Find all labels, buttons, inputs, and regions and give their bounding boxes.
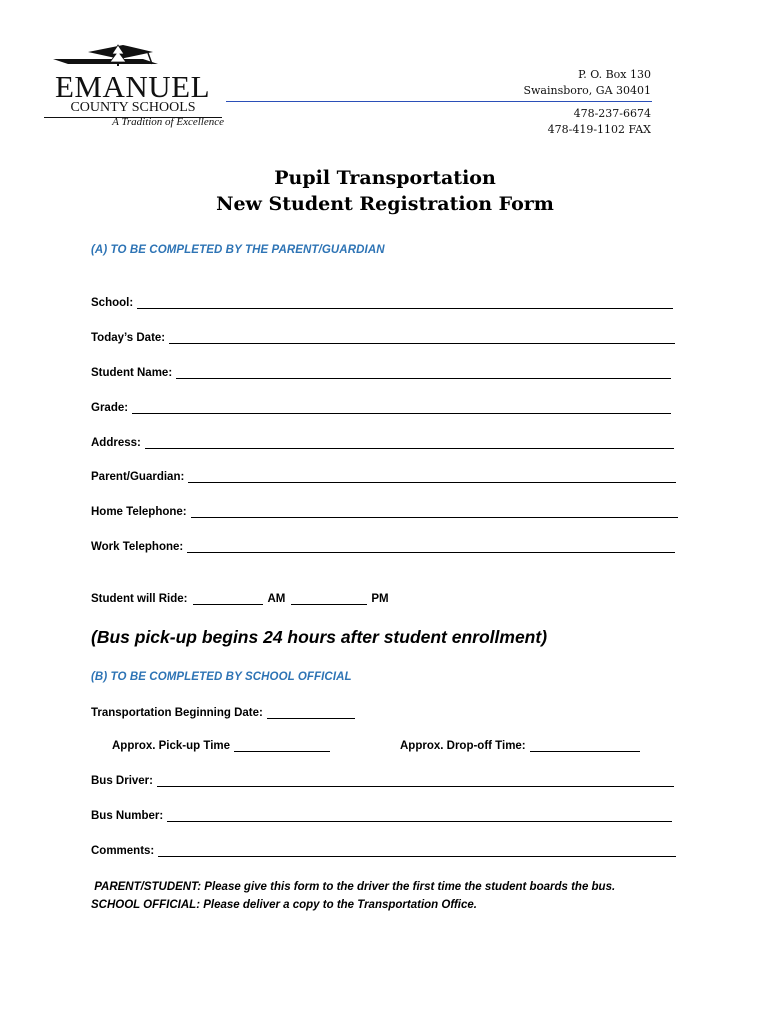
todays-date-line[interactable] xyxy=(169,332,675,344)
parent-guardian-label: Parent/Guardian: xyxy=(91,471,185,483)
bus-number-label: Bus Number: xyxy=(91,810,164,822)
work-telephone-label: Work Telephone: xyxy=(91,541,184,553)
comments-line[interactable] xyxy=(158,845,676,857)
address-field[interactable] xyxy=(91,437,674,449)
form-title-line1: Pupil Transportation xyxy=(274,167,496,189)
ride-pm-label: PM xyxy=(371,593,389,605)
work-telephone-field[interactable] xyxy=(91,541,675,553)
student-name-line[interactable] xyxy=(176,367,671,379)
bus-driver-field[interactable] xyxy=(91,775,674,787)
ride-pm-line[interactable] xyxy=(291,593,367,605)
form-title-line2: New Student Registration Form xyxy=(216,193,554,215)
todays-date-label: Today’s Date: xyxy=(91,332,166,344)
footer-official-note: SCHOOL OFFICIAL: Please deliver a copy to the Transportation Office. xyxy=(91,899,477,911)
beginning-date-label: Transportation Beginning Date: xyxy=(91,707,263,719)
school-field[interactable] xyxy=(91,297,673,309)
beginning-date-line[interactable] xyxy=(267,707,355,719)
address-fax: 478-419-1102 FAX xyxy=(547,123,651,136)
section-b-heading: (B) TO BE COMPLETED BY SCHOOL OFFICIAL xyxy=(91,671,352,683)
todays-date-field[interactable] xyxy=(91,332,675,344)
ride-label: Student will Ride: xyxy=(91,593,188,605)
student-name-field[interactable] xyxy=(91,367,671,379)
address-po-box: P. O. Box 130 xyxy=(578,68,651,81)
bus-number-line[interactable] xyxy=(167,810,672,822)
header-rule xyxy=(226,101,652,102)
grade-label: Grade: xyxy=(91,402,129,414)
address-phone: 478-237-6674 xyxy=(573,107,651,120)
logo-tagline: A Tradition of Excellence xyxy=(112,116,224,128)
logo-name: EMANUEL xyxy=(54,69,211,104)
home-telephone-label: Home Telephone: xyxy=(91,506,187,518)
work-telephone-line[interactable] xyxy=(187,541,675,553)
dropoff-time-line[interactable] xyxy=(530,740,640,752)
ride-field xyxy=(91,593,389,605)
logo-subtitle: COUNTY SCHOOLS xyxy=(44,100,222,118)
ride-am-line[interactable] xyxy=(193,593,263,605)
dropoff-time-label: Approx. Drop-off Time: xyxy=(400,740,526,752)
school-logo xyxy=(40,42,225,132)
graduation-cap-tree-icon xyxy=(48,42,198,72)
address-label: Address: xyxy=(91,437,141,449)
bus-driver-line[interactable] xyxy=(157,775,674,787)
bus-number-field[interactable] xyxy=(91,810,672,822)
school-line[interactable] xyxy=(137,297,673,309)
home-telephone-field[interactable] xyxy=(91,506,678,518)
pickup-time-line[interactable] xyxy=(234,740,330,752)
address-line[interactable] xyxy=(145,437,674,449)
comments-label: Comments: xyxy=(91,845,155,857)
footer-parent-note: PARENT/STUDENT: Please give this form to the driver the first time the student boards the bus. xyxy=(91,881,616,893)
pickup-notice: (Bus pick-up begins 24 hours after student enrollment) xyxy=(91,627,548,647)
ride-am-label: AM xyxy=(267,593,286,605)
parent-guardian-field[interactable] xyxy=(91,471,676,483)
parent-guardian-line[interactable] xyxy=(188,471,676,483)
grade-line[interactable] xyxy=(132,402,671,414)
section-a-heading: (A) TO BE COMPLETED BY THE PARENT/GUARDIAN xyxy=(91,244,385,256)
school-label: School: xyxy=(91,297,134,309)
pickup-time-label: Approx. Pick-up Time xyxy=(112,740,231,752)
student-name-label: Student Name: xyxy=(91,367,173,379)
dropoff-time-field xyxy=(400,740,644,752)
address-city: Swainsboro, GA 30401 xyxy=(523,84,651,97)
grade-field[interactable] xyxy=(91,402,671,414)
beginning-date-field xyxy=(91,707,359,719)
bus-driver-label: Bus Driver: xyxy=(91,775,153,787)
pickup-time-field xyxy=(112,740,334,752)
comments-field[interactable] xyxy=(91,845,676,857)
home-telephone-line[interactable] xyxy=(191,506,678,518)
